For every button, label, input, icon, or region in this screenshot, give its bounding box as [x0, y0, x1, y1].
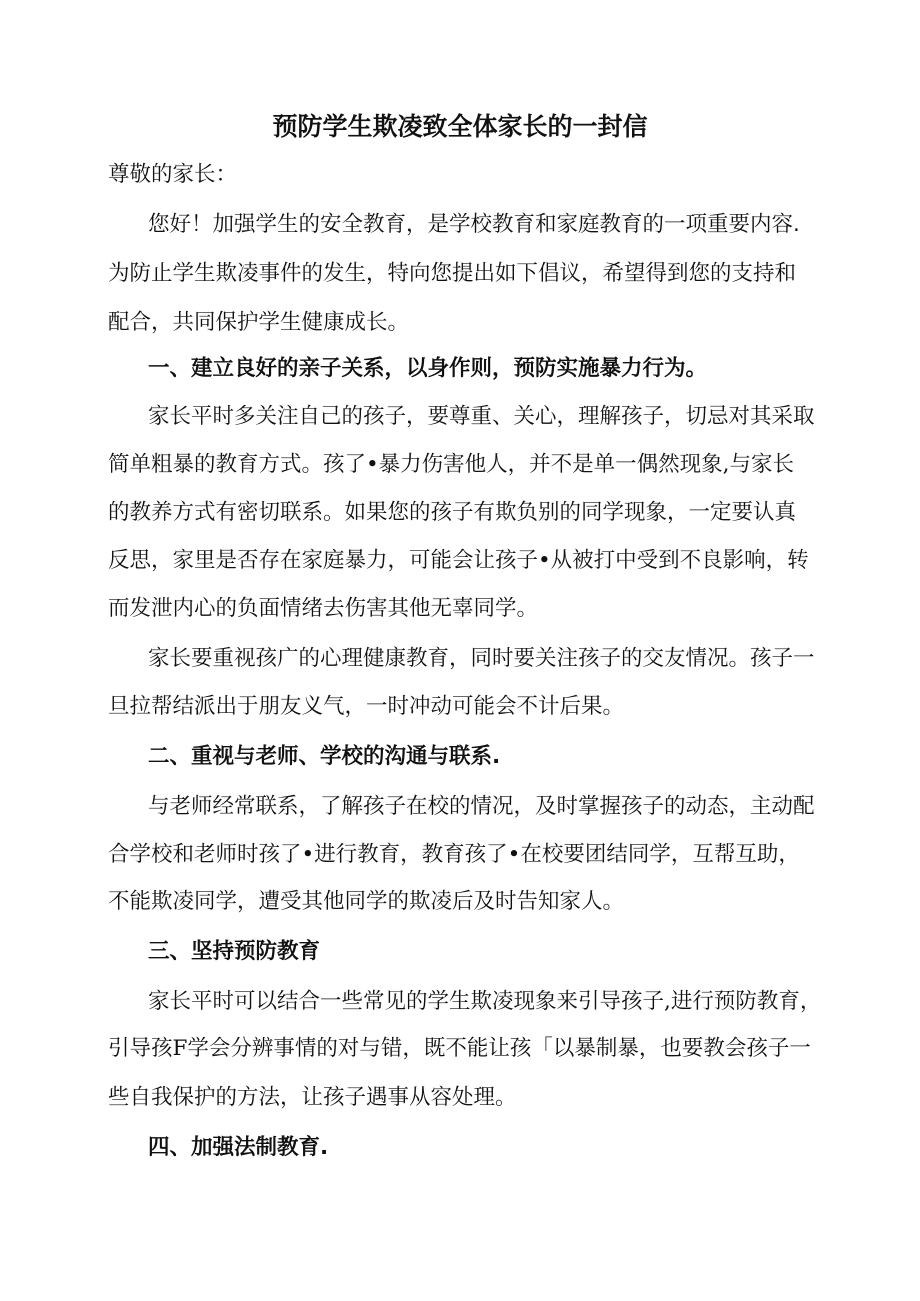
text-line: 旦拉帮结派出于朋友义气，一时冲动可能会不计后果。: [108, 694, 625, 719]
text-line: 家长要重视孩广的心理健康教育，同时要关注孩子的交友情况。孩子一: [148, 646, 815, 671]
text-line: 简单粗暴的教育方式。孩了•暴力伤害他人，并不是单一偶然现象,与家长: [108, 452, 795, 477]
text-line: 家长平时多关注自己的孩子，要尊重、关心，理解孩子，切忌对其采取: [148, 404, 815, 429]
page-title: 预防学生欺凌致全体家长的一封信: [272, 112, 648, 141]
salutation: 尊敬的家长：: [108, 162, 238, 187]
text-line: 不能欺凌同学，遭受其他同学的欺凌后及时告知家人。: [108, 889, 625, 914]
text-line: 配合，共同保护学生健康成长。: [108, 310, 410, 335]
text-line: 为防止学生欺凌事件的发生，特向您提出如下倡议，希望得到您的支持和: [108, 261, 797, 286]
text-line: 与老师经常联系，了解孩子在校的情况，及时掌握孩子的动态，主动配: [148, 794, 815, 819]
section-heading-1: 一、建立良好的亲子关系，以身作则，预防实施暴力行为。: [148, 356, 708, 381]
text-line: 些自我保护的方法，让孩子遇事从容处理。: [108, 1085, 517, 1110]
text-line: 引导孩F学会分辨事情的对与错，既不能让孩「以暴制暴，也要教会孩子一: [108, 1036, 811, 1061]
section-heading-2: 二、重视与老师、学校的沟通与联系.: [148, 744, 501, 769]
text-line: 反思，家里是否存在家庭暴力，可能会让孩子•从被打中受到不良影响，转: [108, 548, 809, 573]
text-line: 您好！加强学生的安全教育，是学校教育和家庭教育的一项重要内容.: [148, 212, 800, 237]
section-heading-4: 四、加强法制教育.: [148, 1135, 329, 1160]
text-line: 家长平时可以结合一些常见的学生欺凌现象来引导孩子,进行预防教育，: [148, 989, 822, 1014]
text-line: 而发泄内心的负面情绪去伤害其他无辜同学。: [108, 596, 539, 621]
section-heading-3: 三、坚持预防教育: [148, 939, 321, 964]
text-line: 的教养方式有密切联系。如果您的孩子有欺负别的同学现象，一定要认真: [108, 500, 797, 525]
text-line: 合学校和老师时孩了•进行教育，教育孩了•在校要团结同学，互帮互助，: [108, 842, 800, 867]
